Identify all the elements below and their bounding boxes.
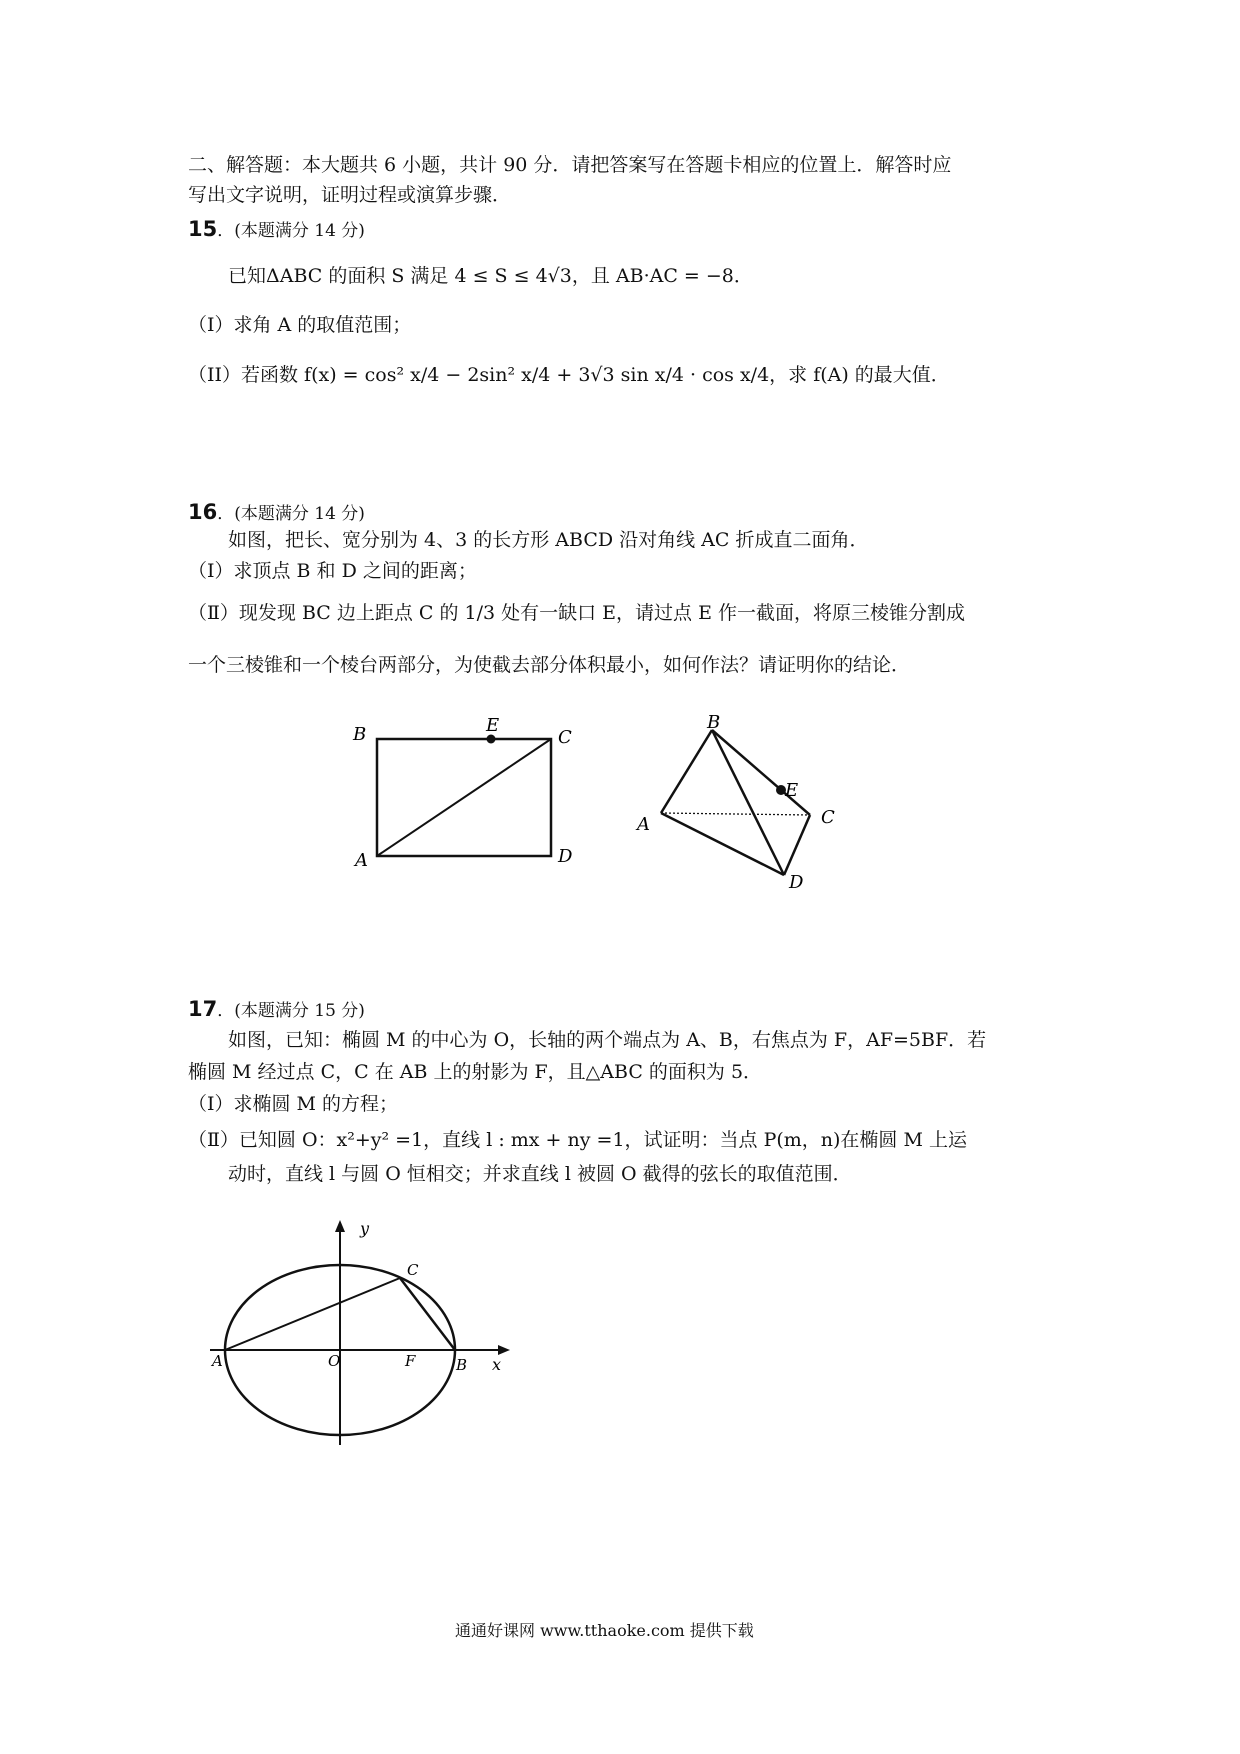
q15-part2: （II）若函数 f(x) = cos² x/4 − 2sin² x/4 + 3√3 sin x/4 · cos x/4，求 f(A) 的最大值． bbox=[188, 364, 950, 386]
label-y: y bbox=[360, 1219, 370, 1238]
label-a: A bbox=[637, 814, 650, 835]
q15-number: 15 bbox=[188, 217, 218, 241]
edge-cd bbox=[784, 815, 810, 875]
edge-ad bbox=[661, 813, 784, 875]
q16-tetrahedron-figure bbox=[625, 710, 865, 893]
hidden-edge-ac bbox=[661, 813, 810, 815]
label-o: O bbox=[328, 1352, 341, 1370]
q15-stem: 已知ΔABC 的面积 S 满足 4 ≤ S ≤ 4√3，且 AB·AC = −8． bbox=[228, 265, 753, 287]
diagonal-ac bbox=[377, 739, 551, 856]
q17-part1: （Ⅰ）求椭圆 M 的方程； bbox=[188, 1093, 399, 1115]
label-f: F bbox=[405, 1352, 416, 1370]
q17-header bbox=[188, 996, 365, 1024]
label-b: B bbox=[456, 1356, 468, 1374]
q17-part2: （Ⅱ）已知圆 O：x²+y² =1，直线 l : mx + ny =1，试证明：当点 P(m，n)在椭圆 M 上运 bbox=[188, 1129, 967, 1151]
q16-score: ．(本题满分 14 分) bbox=[217, 504, 365, 524]
edge-bc bbox=[712, 730, 810, 815]
label-c: C bbox=[407, 1261, 419, 1279]
section-heading-line1: 二、解答题：本大题共 6 小题，共计 90 分．请把答案写在答题卡相应的位置上．解答时应 bbox=[188, 154, 952, 176]
q17-number: 17 bbox=[188, 997, 218, 1021]
label-d: D bbox=[558, 846, 573, 867]
edge-ab bbox=[661, 730, 712, 813]
label-a: A bbox=[212, 1352, 223, 1370]
q17-stem-line1: 如图，已知：椭圆 M 的中心为 O，长轴的两个端点为 A、B，右焦点为 F，AF=5BF．若 bbox=[228, 1029, 987, 1051]
label-b: B bbox=[707, 712, 721, 733]
q16-number: 16 bbox=[188, 500, 218, 524]
label-e: E bbox=[486, 715, 500, 736]
label-b: B bbox=[353, 724, 367, 745]
label-x: x bbox=[492, 1355, 502, 1374]
q17-score: ．(本题满分 15 分) bbox=[217, 1001, 365, 1021]
q15-part1: （I）求角 A 的取值范围； bbox=[188, 314, 412, 336]
q16-rectangle-figure bbox=[345, 715, 585, 870]
q17-part2-continued: 动时，直线 l 与圆 O 恒相交；并求直线 l 被圆 O 截得的弦长的取值范围． bbox=[228, 1163, 852, 1185]
q16-stem: 如图，把长、宽分别为 4、3 的长方形 ABCD 沿对角线 AC 折成直二面角． bbox=[228, 529, 869, 551]
q16-part1: （Ⅰ）求顶点 B 和 D 之间的距离； bbox=[188, 560, 477, 582]
q17-ellipse-figure bbox=[200, 1220, 520, 1455]
q15-score: ．(本题满分 14 分) bbox=[217, 221, 365, 241]
label-a: A bbox=[355, 850, 368, 871]
label-d: D bbox=[789, 872, 804, 893]
q16-header bbox=[188, 499, 365, 527]
label-c: C bbox=[821, 807, 835, 828]
label-e: E bbox=[785, 780, 799, 801]
q16-part2: （Ⅱ）现发现 BC 边上距点 C 的 1/3 处有一缺口 E，请过点 E 作一截面，将原三棱锥分割成 bbox=[188, 602, 965, 624]
q17-stem-line2: 椭圆 M 经过点 C，C 在 AB 上的射影为 F，且△ABC 的面积为 5． bbox=[188, 1061, 763, 1083]
x-axis-arrow-icon bbox=[498, 1345, 510, 1355]
footer-credit: 通通好课网 www.tthaoke.com 提供下载 bbox=[455, 1621, 754, 1640]
q16-part2-continued: 一个三棱锥和一个棱台两部分，为使截去部分体积最小，如何作法？请证明你的结论． bbox=[188, 654, 911, 676]
section-heading-line2: 写出文字说明，证明过程或演算步骤． bbox=[188, 184, 512, 206]
q15-header bbox=[188, 216, 365, 244]
segment-cb bbox=[400, 1278, 455, 1350]
label-c: C bbox=[558, 727, 572, 748]
segment-ac bbox=[225, 1278, 400, 1350]
y-axis-arrow-icon bbox=[335, 1220, 345, 1232]
edge-bd bbox=[712, 730, 784, 875]
